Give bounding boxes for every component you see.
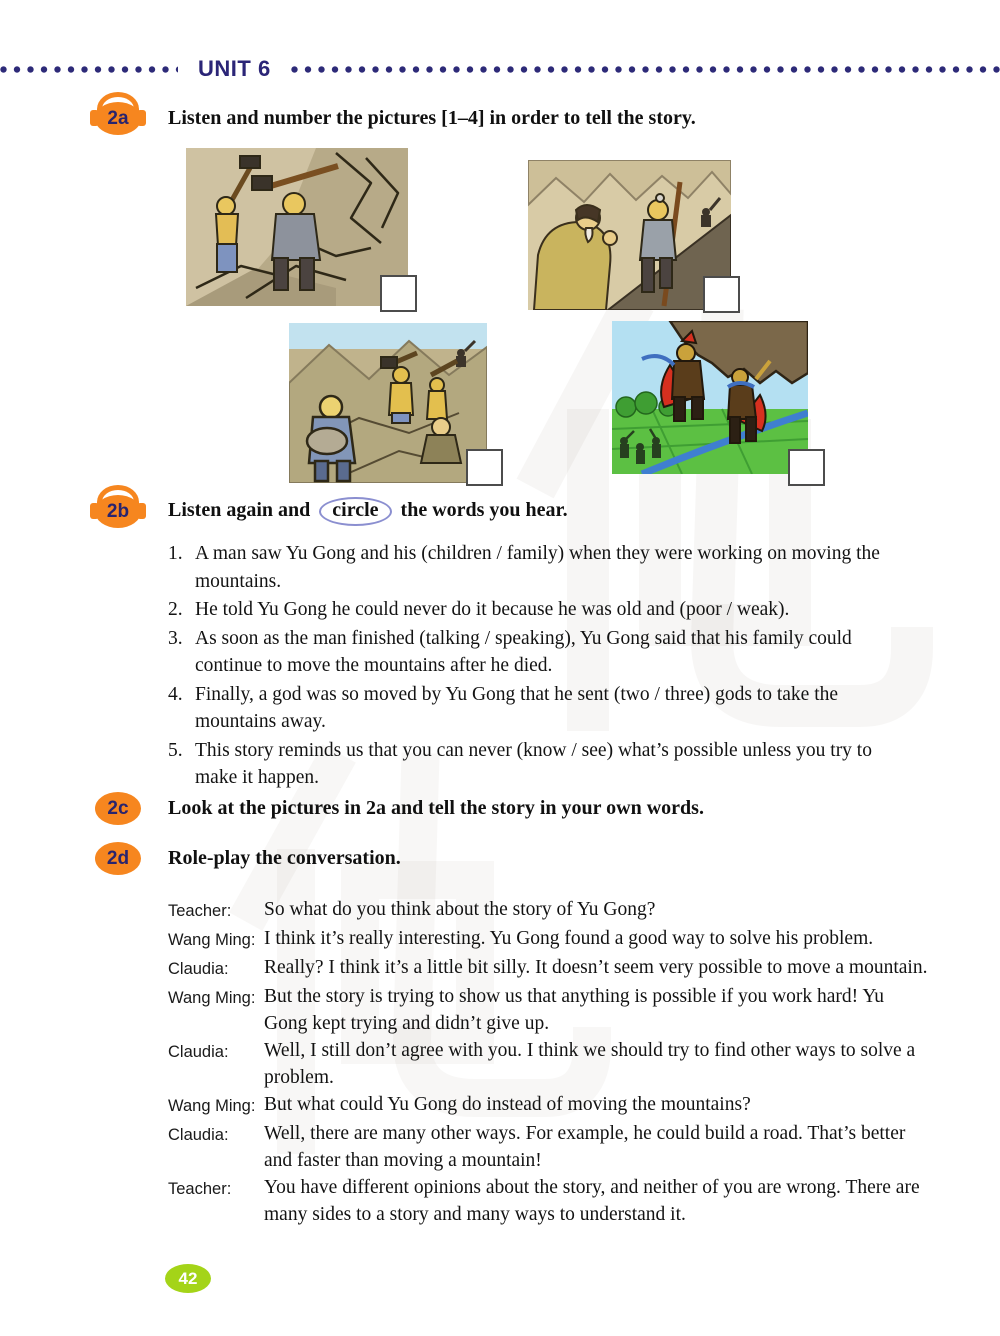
- dialogue-text: You have different opinions about the story, and neither of you are wrong. There are many sides to a story and many ways to understand it.: [264, 1177, 920, 1225]
- section-2a-heading: Listen and number the pictures [1–4] in order to tell the story.: [168, 107, 696, 129]
- list-item-number: 4.: [168, 683, 183, 705]
- story-picture-3-illustration: [289, 323, 487, 483]
- section-2d-heading: Role-play the conversation.: [168, 847, 401, 869]
- list-item: [168, 737, 910, 792]
- section-2a-badge-label: 2a: [107, 107, 129, 129]
- section-2b-header: [95, 495, 950, 528]
- list-item-number: 3.: [168, 627, 183, 649]
- dialogue-turn: [168, 1174, 930, 1228]
- dialogue-text: But the story is trying to show us that anything is possible if you work hard! Yu Gong kept trying and didn’t give up.: [264, 986, 884, 1034]
- section-2c-badge-label: 2c: [107, 797, 129, 819]
- story-picture-2-illustration: [528, 160, 731, 310]
- answer-box-2[interactable]: [703, 276, 740, 313]
- dialogue-text: Really? I think it’s a little bit silly. It doesn’t seem very possible to move a mountain.: [264, 957, 928, 978]
- dialogue-turn: [168, 1091, 930, 1120]
- list-item: [168, 540, 910, 595]
- page-number-badge: [165, 1264, 211, 1293]
- list-item-text: Finally, a god was so moved by Yu Gong that he sent (two / three) gods to take the mountains away.: [195, 683, 839, 732]
- list-item: [168, 681, 910, 736]
- dialogue-turn: [168, 983, 930, 1037]
- section-2d-header: [95, 842, 950, 875]
- circled-word: circle: [319, 497, 391, 526]
- dialogue-turn: [168, 1120, 930, 1174]
- speaker-name: Wang Ming:: [168, 931, 256, 949]
- answer-box-4[interactable]: [788, 449, 825, 486]
- section-2d-badge: [95, 842, 141, 875]
- speaker-name: Teacher:: [168, 1180, 232, 1198]
- unit-title: UNIT 6: [198, 56, 271, 81]
- dotted-rule-left: [0, 66, 178, 73]
- dialogue-turn: [168, 896, 930, 925]
- unit-header: [0, 57, 1000, 81]
- list-item-number: 1.: [168, 543, 183, 564]
- dialogue-turn: [168, 925, 930, 954]
- list-item: [168, 625, 910, 680]
- story-pictures: [0, 148, 1000, 493]
- dialogue-text: Well, I still don’t agree with you. I think we should try to find other ways to solve a problem.: [264, 1040, 916, 1088]
- dialogue-turn: [168, 1037, 930, 1091]
- section-2d-badge-label: 2d: [106, 847, 130, 869]
- section-2a-header: [95, 102, 950, 135]
- section-2b-heading-post: the words you hear.: [400, 499, 568, 521]
- speaker-name: Claudia:: [168, 1126, 229, 1144]
- answer-box-1[interactable]: [380, 275, 417, 312]
- story-picture-1-illustration: [186, 148, 408, 306]
- story-picture-4-illustration: [612, 321, 808, 474]
- dialogue-text: But what could Yu Gong do instead of moving the mountains?: [264, 1094, 751, 1115]
- list-item-text: A man saw Yu Gong and his (children / family) when they were working on moving the mountains.: [195, 543, 880, 592]
- speaker-name: Wang Ming:: [168, 1097, 256, 1115]
- section-2c-badge: [95, 792, 141, 825]
- list-item-text: This story reminds us that you can never (know / see) what’s possible unless you try to make it happen.: [195, 739, 872, 788]
- section-2b-audio-badge: [95, 495, 141, 528]
- answer-box-3[interactable]: [466, 449, 503, 486]
- dotted-rule-right: [291, 66, 1000, 73]
- dialogue-text: Well, there are many other ways. For example, he could build a road. That’s better and faster than moving a mountain!: [264, 1123, 906, 1171]
- page-number: 42: [178, 1268, 198, 1288]
- dialogue-text: So what do you think about the story of Yu Gong?: [264, 899, 656, 920]
- list-item: [168, 596, 910, 624]
- section-2c-header: [95, 792, 950, 825]
- story-picture-1: [186, 148, 408, 306]
- list-item-number: 5.: [168, 739, 183, 761]
- exercise-2b-list: [168, 540, 910, 793]
- section-2b-badge-label: 2b: [106, 500, 130, 522]
- section-2c-heading: Look at the pictures in 2a and tell the story in your own words.: [168, 797, 704, 819]
- dialogue-text: I think it’s really interesting. Yu Gong found a good way to solve his problem.: [264, 928, 874, 949]
- list-item-number: 2.: [168, 599, 183, 620]
- dialogue-turn: [168, 954, 930, 983]
- story-picture-3: [289, 323, 487, 483]
- speaker-name: Teacher:: [168, 902, 232, 920]
- speaker-name: Claudia:: [168, 1043, 229, 1061]
- list-item-text: As soon as the man finished (talking / speaking), Yu Gong said that his family could continue to move the mountains after he died.: [195, 627, 852, 676]
- story-picture-2: [528, 160, 731, 310]
- section-2b-heading-pre: Listen again and: [168, 499, 311, 521]
- section-2b-heading: [168, 497, 568, 526]
- story-picture-4: [612, 321, 808, 474]
- speaker-name: Wang Ming:: [168, 989, 256, 1007]
- speaker-name: Claudia:: [168, 960, 229, 978]
- role-play-dialogue: [168, 896, 930, 1228]
- section-2a-audio-badge: [95, 102, 141, 135]
- list-item-text: He told Yu Gong he could never do it because he was old and (poor / weak).: [195, 599, 790, 620]
